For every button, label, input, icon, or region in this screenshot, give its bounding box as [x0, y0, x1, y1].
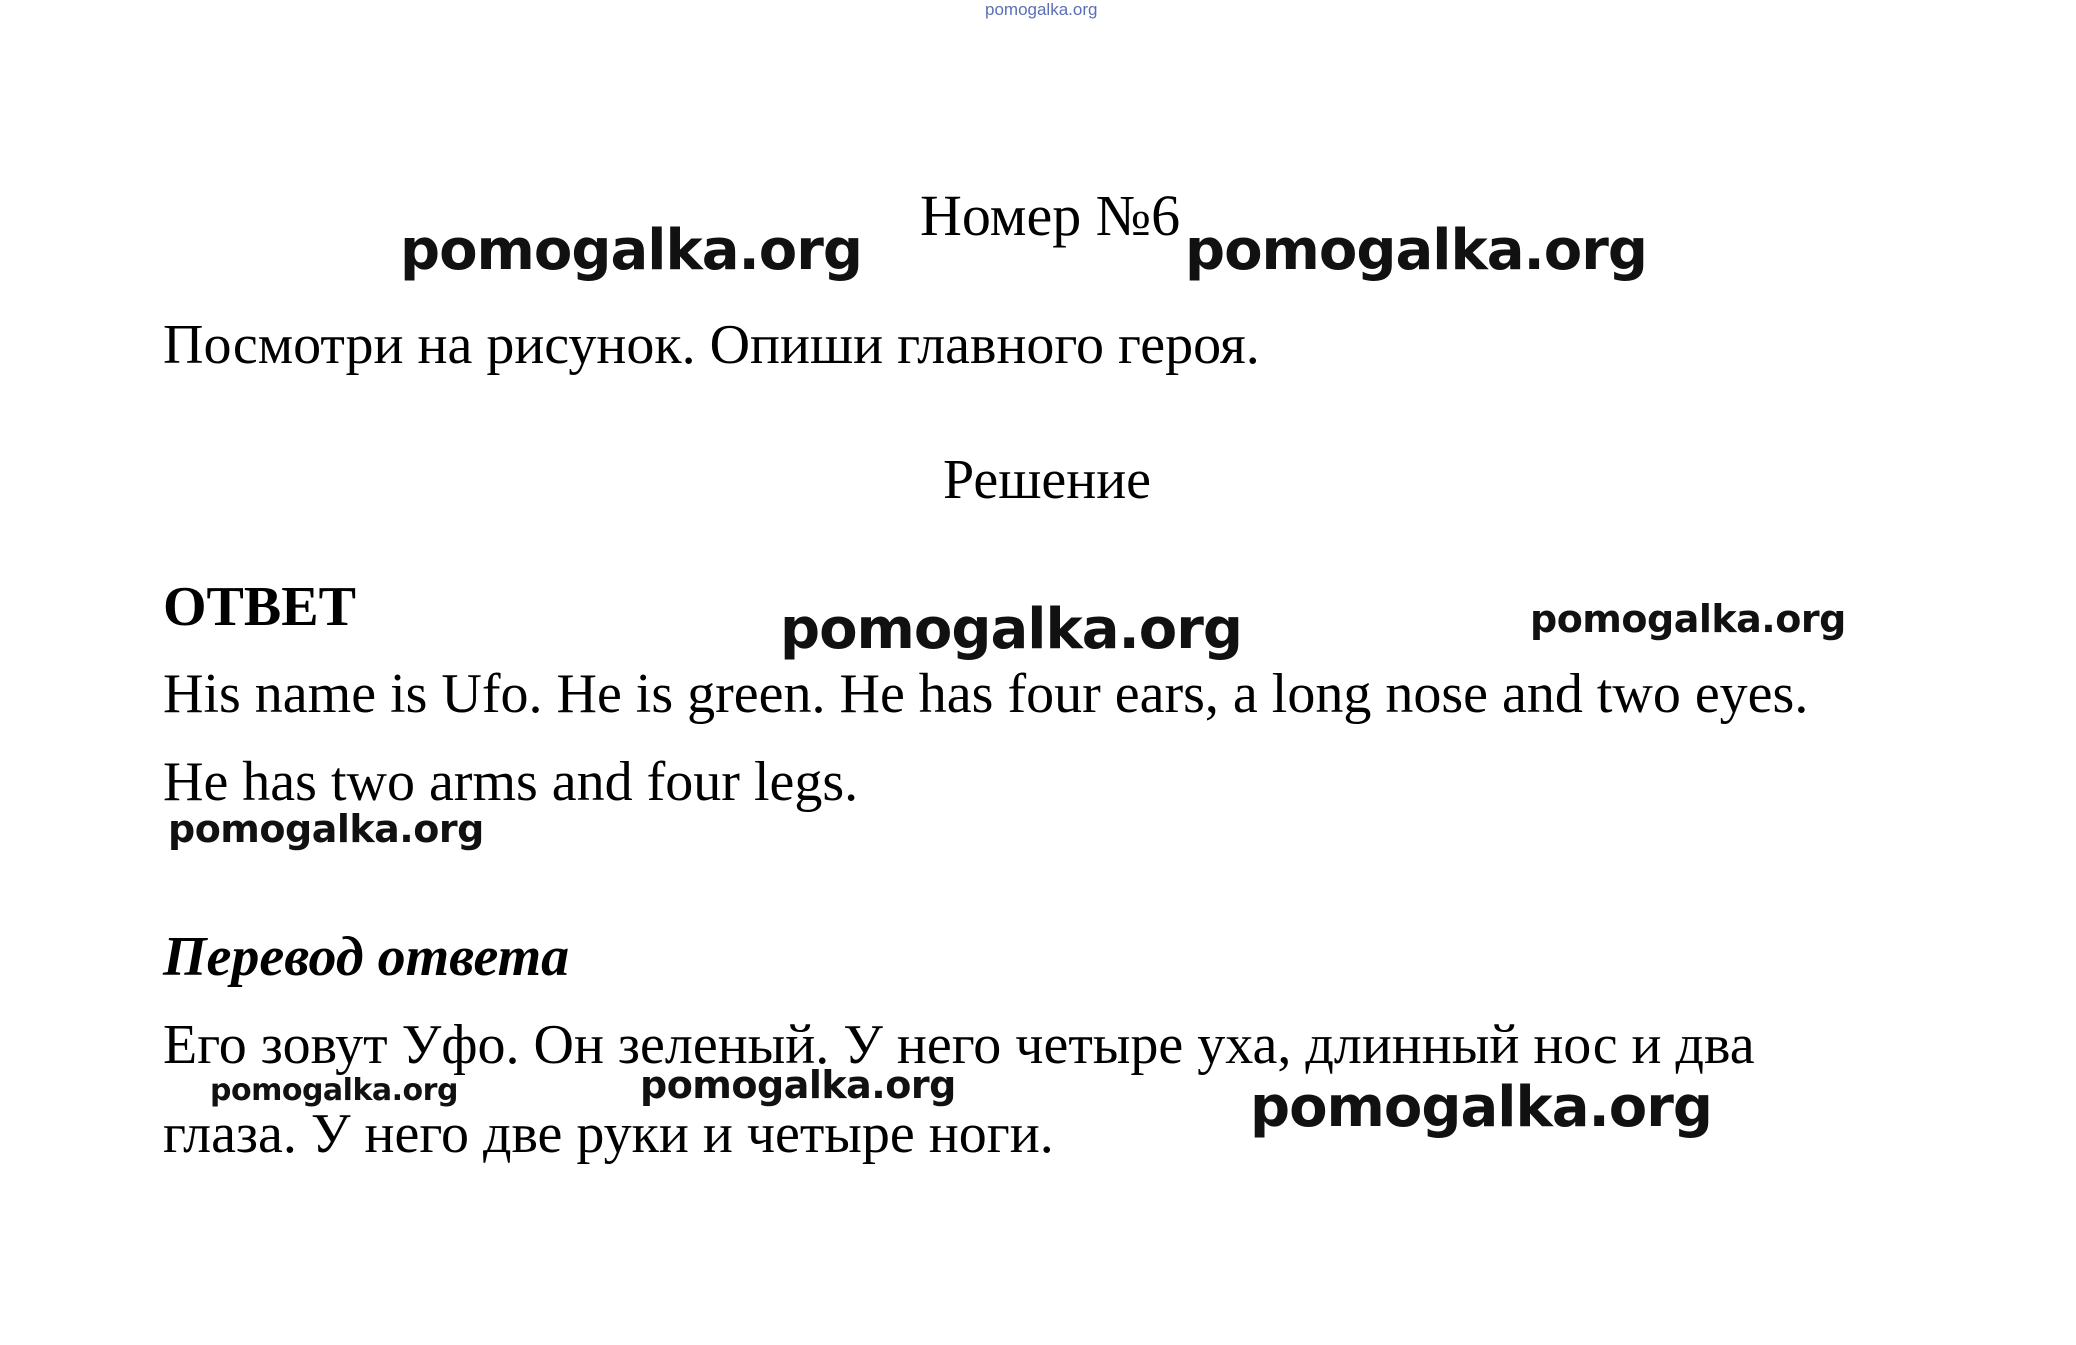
- translation-line: Его зовут Уфо. Он зеленый. У него четыре уха, длинный нос и два: [163, 1014, 1755, 1076]
- watermark: pomogalka.org: [168, 807, 484, 851]
- top-watermark: pomogalka.org: [985, 0, 1098, 19]
- watermark: pomogalka.org: [780, 597, 1242, 662]
- answer-heading: ОТВЕТ: [163, 576, 356, 638]
- watermark: pomogalka.org: [1530, 597, 1846, 641]
- watermark: pomogalka.org: [1250, 1075, 1712, 1140]
- page-title: Номер №6: [920, 183, 1181, 248]
- translation-heading: Перевод ответа: [163, 926, 570, 988]
- watermark: pomogalka.org: [640, 1063, 956, 1107]
- watermark: pomogalka.org: [1185, 218, 1647, 283]
- solution-heading: Решение: [943, 449, 1152, 511]
- answer-line: His name is Ufo. He is green. He has four ears, a long nose and two eyes.: [163, 663, 1809, 725]
- watermark: pomogalka.org: [400, 218, 862, 283]
- answer-line: He has two arms and four legs.: [163, 751, 859, 813]
- watermark: pomogalka.org: [210, 1073, 458, 1108]
- translation-line: глаза. У него две руки и четыре ноги.: [163, 1103, 1054, 1165]
- task-text: Посмотри на рисунок. Опиши главного героя.: [163, 314, 1260, 376]
